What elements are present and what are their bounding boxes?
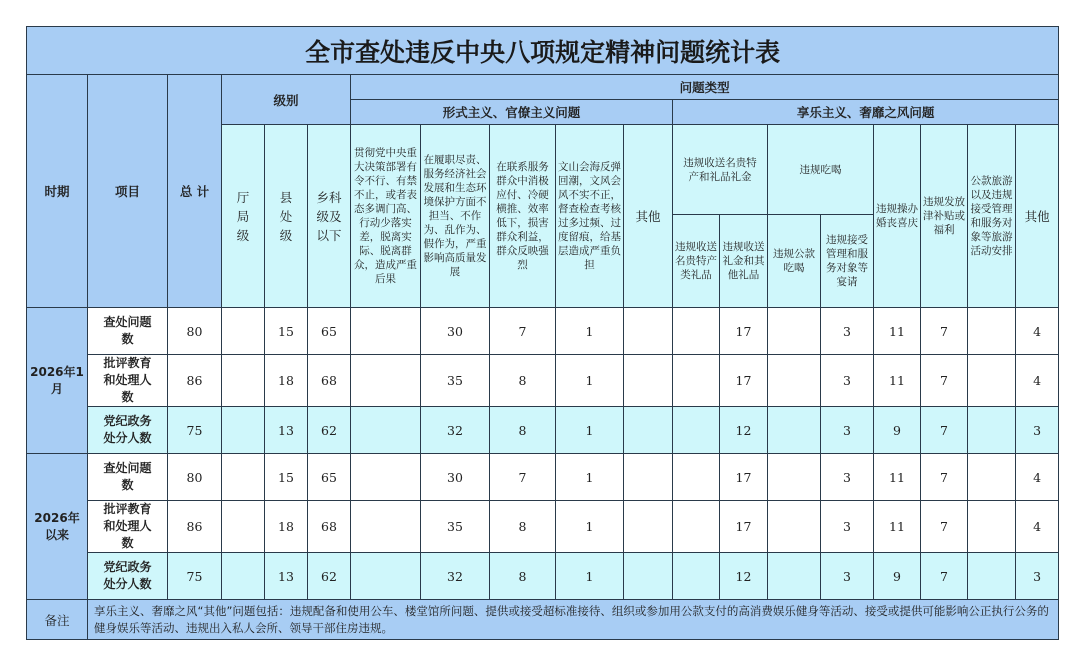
value-cell: 7 [490,454,556,501]
value-cell [673,308,720,355]
header-formalism-3: 在联系服务群众中消极应付、冷硬横推、效率低下，损害群众利益，群众反映强烈 [490,125,556,308]
header-item: 项目 [88,75,168,308]
value-cell: 35 [421,501,490,553]
value-cell: 15 [265,454,308,501]
value-cell [968,501,1016,553]
item-cell: 查处问题数 [88,308,168,355]
value-cell [968,308,1016,355]
item-cell: 批评教育和处理人数 [88,501,168,553]
value-cell: 3 [821,553,874,600]
value-cell [351,355,421,407]
remark-text: 享乐主义、奢靡之风“其他”问题包括：违规配备和使用公车、楼堂馆所问题、提供或接受超标准接待、组织或参加用公款支付的高消费娱乐健身等活动、接受或提供可能影响公正执行公务的健身娱乐等活动、违规出入私人会所、领导干部住房违规。 [88,600,1059,640]
value-cell [624,501,673,553]
value-cell: 30 [421,308,490,355]
value-cell [222,407,265,454]
value-cell: 4 [1016,501,1059,553]
value-cell: 3 [821,454,874,501]
header-formalism-2: 在履职尽责、服务经济社会发展和生态环境保护方面不担当、不作为、乱作为、假作为，严重影响高质量发展 [421,125,490,308]
value-cell [768,407,821,454]
value-cell: 80 [168,308,222,355]
value-cell: 7 [490,308,556,355]
item-cell: 党纪政务处分人数 [88,553,168,600]
header-formalism-4: 文山会海反弹回潮，文风会风不实不正，督查检查考核过多过频、过度留痕，给基层造成严重负担 [556,125,624,308]
value-cell [768,454,821,501]
statistics-table-container [26,26,1058,640]
value-cell: 8 [490,407,556,454]
table-row [27,501,1059,553]
value-cell: 11 [874,355,921,407]
value-cell: 75 [168,407,222,454]
remark-row [27,600,1059,640]
value-cell: 75 [168,553,222,600]
value-cell [673,553,720,600]
value-cell: 8 [490,501,556,553]
table-row [27,355,1059,407]
value-cell: 12 [720,407,768,454]
value-cell: 4 [1016,454,1059,501]
statistics-table [26,26,1059,640]
value-cell: 12 [720,553,768,600]
value-cell: 1 [556,355,624,407]
header-tourism: 公款旅游以及违规接受管理和服务对象等旅游活动安排 [968,125,1016,308]
value-cell: 32 [421,407,490,454]
value-cell [768,308,821,355]
value-cell [673,407,720,454]
table-title: 全市查处违反中央八项规定精神问题统计表 [27,27,1059,75]
value-cell: 30 [421,454,490,501]
item-cell: 批评教育和处理人数 [88,355,168,407]
value-cell: 11 [874,454,921,501]
value-cell: 17 [720,308,768,355]
header-gifts-specialty: 违规收送名贵特产类礼品 [673,215,720,308]
value-cell: 3 [1016,553,1059,600]
value-cell: 7 [921,454,968,501]
value-cell: 7 [921,407,968,454]
value-cell: 3 [821,407,874,454]
value-cell: 35 [421,355,490,407]
table-row [27,454,1059,501]
value-cell: 17 [720,454,768,501]
value-cell [968,553,1016,600]
item-cell: 查处问题数 [88,454,168,501]
header-dining-public: 违规公款吃喝 [768,215,821,308]
value-cell: 1 [556,501,624,553]
value-cell [624,407,673,454]
value-cell: 8 [490,553,556,600]
header-formalism-1: 贯彻党中央重大决策部署有令不行、有禁不止，或者表态多调门高、行动少落实差，脱离实际、脱离群众，造成严重后果 [351,125,421,308]
value-cell: 3 [821,501,874,553]
value-cell: 3 [821,308,874,355]
header-formalism: 形式主义、官僚主义问题 [351,100,673,125]
value-cell [222,553,265,600]
value-cell [222,308,265,355]
value-cell [768,553,821,600]
value-cell [351,501,421,553]
table-row [27,407,1059,454]
value-cell: 17 [720,501,768,553]
value-cell [222,501,265,553]
value-cell [624,355,673,407]
header-level-bureau: 厅局级 [222,125,265,308]
value-cell: 3 [1016,407,1059,454]
value-cell: 86 [168,501,222,553]
value-cell: 9 [874,407,921,454]
value-cell [673,454,720,501]
header-period: 时期 [27,75,88,308]
value-cell [968,407,1016,454]
remark-label: 备注 [27,600,88,640]
header-problem-type: 问题类型 [351,75,1059,100]
value-cell [968,355,1016,407]
value-cell: 1 [556,553,624,600]
period-cell: 2026年以来 [27,454,88,600]
value-cell: 18 [265,355,308,407]
value-cell: 68 [308,355,351,407]
header-gifts-money: 违规收送礼金和其他礼品 [720,215,768,308]
value-cell [624,553,673,600]
value-cell [222,454,265,501]
header-level-county: 县处级 [265,125,308,308]
header-allowances: 违规发放津补贴或福利 [921,125,968,308]
value-cell: 1 [556,407,624,454]
value-cell: 7 [921,308,968,355]
header-formalism-other: 其他 [624,125,673,308]
value-cell [673,355,720,407]
value-cell [222,355,265,407]
header-level-township: 乡科级及以下 [308,125,351,308]
period-cell: 2026年1月 [27,308,88,454]
value-cell: 7 [921,355,968,407]
header-hedonism-other: 其他 [1016,125,1059,308]
value-cell: 86 [168,355,222,407]
value-cell: 3 [821,355,874,407]
table-row [27,308,1059,355]
value-cell: 62 [308,553,351,600]
value-cell: 18 [265,501,308,553]
value-cell [351,553,421,600]
value-cell [624,308,673,355]
value-cell [673,501,720,553]
header-level: 级别 [222,75,351,125]
value-cell: 11 [874,308,921,355]
value-cell: 4 [1016,355,1059,407]
value-cell: 13 [265,553,308,600]
header-dining-banquet: 违规接受管理和服务对象等宴请 [821,215,874,308]
value-cell: 15 [265,308,308,355]
value-cell: 4 [1016,308,1059,355]
value-cell: 62 [308,407,351,454]
value-cell: 65 [308,454,351,501]
header-total: 总 计 [168,75,222,308]
value-cell [968,454,1016,501]
header-hedonism: 享乐主义、奢靡之风问题 [673,100,1059,125]
value-cell: 32 [421,553,490,600]
item-cell: 党纪政务处分人数 [88,407,168,454]
value-cell: 9 [874,553,921,600]
header-gifts: 违规收送名贵特产和礼品礼金 [673,125,768,215]
value-cell: 68 [308,501,351,553]
table-row [27,553,1059,600]
value-cell [624,454,673,501]
value-cell: 65 [308,308,351,355]
value-cell: 1 [556,308,624,355]
value-cell: 80 [168,454,222,501]
value-cell: 11 [874,501,921,553]
value-cell: 7 [921,553,968,600]
value-cell: 7 [921,501,968,553]
value-cell [351,454,421,501]
value-cell: 1 [556,454,624,501]
value-cell [351,407,421,454]
value-cell: 17 [720,355,768,407]
value-cell: 13 [265,407,308,454]
value-cell [351,308,421,355]
value-cell [768,501,821,553]
value-cell: 8 [490,355,556,407]
header-weddings-funerals: 违规操办婚丧喜庆 [874,125,921,308]
header-dining: 违规吃喝 [768,125,874,215]
value-cell [768,355,821,407]
